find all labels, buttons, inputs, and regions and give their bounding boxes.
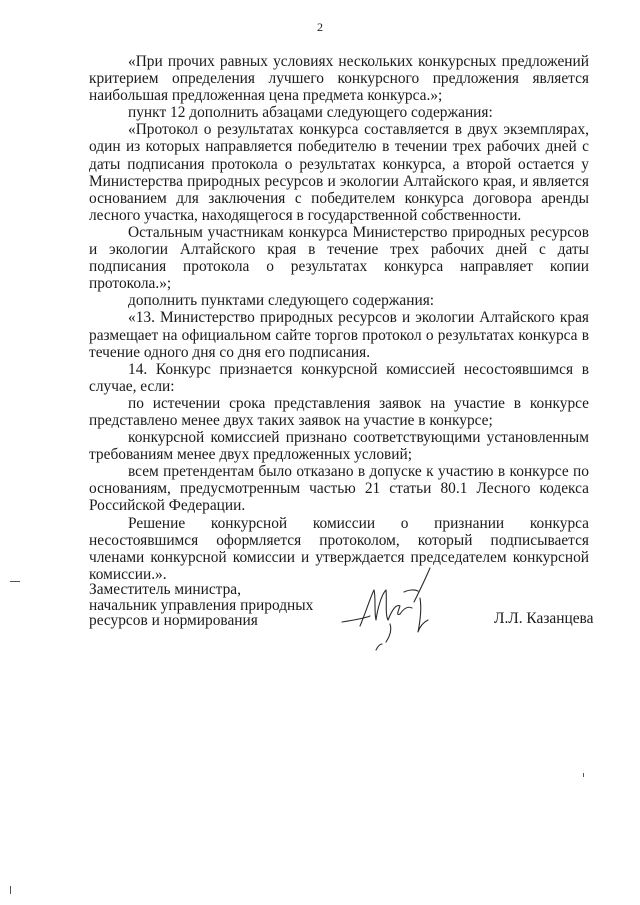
paragraph: пункт 12 дополнить абзацами следующего содержания: (128, 104, 493, 122)
scan-artifact (583, 773, 584, 777)
scan-artifact (10, 886, 11, 894)
signatory-name: Л.Л. Казанцева (494, 610, 594, 627)
signatory-title-line: начальник управления природных (89, 596, 314, 614)
paragraph: дополнить пунктами следующего содержания: (128, 292, 435, 310)
document-body (89, 53, 589, 583)
paragraph: всем претендентам было отказано в допуске к участию в конкурсе по основаниям, предусмотренным частью 21 статьи 80.1 Лесного кодекса Российской Федерации. (89, 463, 589, 515)
paragraph: конкурсной комиссией признано соответствующими установленным требованиям менее двух предложенных условий; (89, 429, 589, 464)
signatory-title-line: Заместитель министра, (89, 581, 241, 598)
paragraph: «При прочих равных условиях нескольких конкурсных предложений критерием определения лучшего конкурсного предложения является наибольшая предложенная цена предмета конкурса.»; (89, 53, 589, 105)
handwritten-signature (330, 562, 440, 652)
paragraph: 14. Конкурс признается конкурсной комиссией несостоявшимся в случае, если: (89, 360, 589, 395)
signatory-title (89, 582, 319, 629)
paragraph: по истечении срока представления заявок на участие в конкурсе представлено менее двух таких заявок на участие в конкурсе; (89, 394, 589, 429)
scan-artifact (10, 581, 20, 582)
paragraph: Решение конкурсной комиссии о признании конкурса несостоявшимся оформляется протоколом, который подписывается членами конкурсной комиссии и утверждается председателем конкурсной комиссии.». (89, 514, 589, 583)
page-number: 2 (317, 20, 323, 34)
paragraph: «13. Министерство природных ресурсов и экологии Алтайского края размещает на официальном сайте торгов протокол о результатах конкурса в течение одного дня со дня его подписания. (89, 309, 589, 361)
signatory-title-line: ресурсов и нормирования (89, 612, 258, 630)
paragraph: Остальным участникам конкурса Министерство природных ресурсов и экологии Алтайского края в течение трех рабочих дней с даты подписания протокола о результатах конкурса направляет копии протокола.»; (89, 223, 589, 293)
paragraph: «Протокол о результатах конкурса составляется в двух экземплярах, один из которых направляется победителю в течении трех рабочих дней с даты подписания протокола о результатах конкурса, а второй остается у Министерства природных ресурсов и экологии Алтайского края, и является основанием для заключения с победителем конкурса договора аренды лесного участка, находящегося в государственной собственности. (89, 121, 589, 224)
